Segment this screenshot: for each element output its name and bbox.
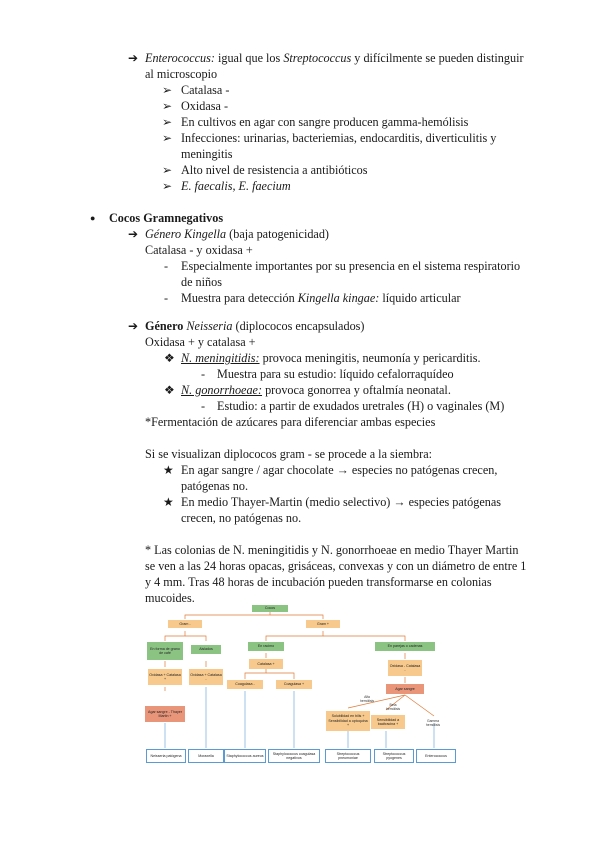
node-coagulase-neg: Coagulasa - xyxy=(227,680,263,689)
node-ox-pos-cat-pos: Oxidasa + Catalasa + xyxy=(148,669,182,685)
text: (baja patogenicidad) xyxy=(226,227,329,241)
node-gram-pos: Gram + xyxy=(306,620,340,628)
star-bullet: ★ xyxy=(163,463,174,477)
arrow-bullet: ➔ xyxy=(128,51,139,65)
leaf-enterococcus: Enterococcus xyxy=(416,749,456,763)
list-item: Oxidasa - xyxy=(181,99,229,113)
neisseria-name: Neisseria xyxy=(186,319,233,333)
star-item: En medio Thayer-Martin (medio selectivo) → especies patógenas xyxy=(181,495,502,509)
text: Muestra para detección xyxy=(181,291,298,305)
diamond-bullet: ❖ xyxy=(164,351,175,365)
list-item: E. faecalis, E. faecium xyxy=(181,179,291,193)
node-blood-agar: Agar sangre xyxy=(386,684,424,694)
text: igual que los xyxy=(214,51,284,65)
node-bacitracin: Sensibilidad a bacitracina + xyxy=(371,715,405,729)
neisseria-heading xyxy=(145,318,364,334)
arrowhead-bullet: ➢ xyxy=(162,131,173,145)
node-agar-thayer: Agar sangre - Thayer Martin + xyxy=(145,706,185,722)
list-item xyxy=(181,290,461,306)
kingella-kingae: Kingella kingae: xyxy=(297,291,380,305)
colonies-line: y 4 mm. Tras 48 horas de incubación pueden transformarse en colonias xyxy=(145,575,492,589)
list-item: Alto nivel de resistencia a antibióticos xyxy=(181,163,368,177)
list-item-cont: de niños xyxy=(181,275,222,289)
colonies-line: mucoides. xyxy=(145,591,195,605)
arrowhead-bullet: ➢ xyxy=(162,99,173,113)
species-item xyxy=(181,350,481,366)
leaf-s-aureus: Staphylococcus aureus xyxy=(224,749,266,763)
kingella-name: Género Kingella xyxy=(145,227,227,241)
diamond-bullet: ❖ xyxy=(164,383,175,397)
species-sub: Estudio: a partir de exudados uretrales (H) o vaginales (M) xyxy=(217,399,505,413)
star-item: En agar sangre / agar chocolate → especies no patógenas crecen, xyxy=(181,463,498,477)
arrowhead-bullet: ➢ xyxy=(162,163,173,177)
ferment-note: *Fermentación de azúcares para diferenciar ambas especies xyxy=(145,415,436,429)
list-item: Catalasa - xyxy=(181,83,230,97)
species-name: N. meningitidis: xyxy=(181,351,260,365)
text: y difícilmente se pueden distinguir xyxy=(351,51,524,65)
node-root: Cocos xyxy=(252,605,288,612)
enterococcus-name: Enterococcus: xyxy=(145,51,215,65)
node-clusters: En racimo xyxy=(248,642,284,651)
label-alpha: Alfa hemólisis xyxy=(360,695,375,703)
arrowhead-bullet: ➢ xyxy=(162,115,173,129)
enterococcus-line-2: al microscopio xyxy=(145,67,218,81)
leaf-neisseria: Neisseria patógena xyxy=(146,749,186,763)
star-item-cont: patógenas no. xyxy=(181,479,249,493)
species-sub: Muestra para su estudio: líquido cefalorraquídeo xyxy=(217,367,454,381)
diplo-note: Si se visualizan diplococos gram - se procede a la siembra: xyxy=(145,447,432,461)
species-item xyxy=(181,382,451,398)
list-item-cont: meningitis xyxy=(181,147,233,161)
node-ox-pos-cat-neg: Oxidasa + Catalasa - xyxy=(189,669,223,685)
dash-bullet: - xyxy=(201,399,206,413)
node-isolated: Aislados xyxy=(191,645,221,654)
genus-label: Género xyxy=(145,319,187,333)
text: (diplococos encapsulados) xyxy=(232,319,365,333)
node-ox-neg-cat-neg: Oxidasa - Catalasa - xyxy=(388,660,422,676)
arrowhead-bullet: ➢ xyxy=(162,179,173,193)
label-gamma: Gamma hemólisis xyxy=(425,719,441,727)
kingella-heading xyxy=(145,226,329,242)
node-coagulase-pos: Coagulasa + xyxy=(276,680,312,689)
star-bullet: ★ xyxy=(163,495,174,509)
label-beta: Beta hemólisis xyxy=(386,703,401,711)
enterococcus-line xyxy=(145,50,524,66)
kingella-tests: Catalasa - y oxidasa + xyxy=(145,243,253,257)
list-item: Infecciones: urinarias, bacteriemias, endocarditis, diverticulitis y xyxy=(181,131,497,145)
species-name: N. gonorrhoeae: xyxy=(181,383,263,397)
list-item: En cultivos en agar con sangre producen gamma-hemólisis xyxy=(181,115,469,129)
text: provoca meningitis, neumonía y pericarditis. xyxy=(259,351,481,365)
arrow-bullet: ➔ xyxy=(128,319,139,333)
cocci-flowchart xyxy=(118,603,470,769)
dash-bullet: - xyxy=(164,291,169,305)
list-item: Especialmente importantes por su presencia en el sistema respiratorio xyxy=(181,259,521,273)
neisseria-tests: Oxidasa + y catalasa + xyxy=(145,335,256,349)
arrowhead-bullet: ➢ xyxy=(162,83,173,97)
arrow-bullet: ➔ xyxy=(128,227,139,241)
node-bile-optochin: Solubilidad en bilis + Sensibilidad a optoquina + xyxy=(326,711,370,731)
node-pairs-chains: En parejas o cadenas xyxy=(375,642,435,651)
node-coffee-bean: En forma de grano de café xyxy=(147,642,183,660)
section-title: Cocos Gramnegativos xyxy=(109,211,224,225)
node-catalase-pos: Catalasa + xyxy=(249,659,283,669)
leaf-s-coagulase-neg: Staphylococcus coagulasa negativos xyxy=(268,749,320,763)
text: líquido articular xyxy=(379,291,461,305)
dash-bullet: - xyxy=(164,259,169,273)
colonies-line: se ven a las 24 horas opacas, grisáceas, convexas y con un diámetro de entre 1 xyxy=(145,559,527,573)
node-gram-neg: Gram - xyxy=(168,620,202,628)
leaf-s-pneumoniae: Streptococcus pneumoniae xyxy=(325,749,371,763)
colonies-line: * Las colonias de N. meningitidis y N. gonorrhoeae en medio Thayer Martin xyxy=(145,543,519,557)
leaf-s-pyogenes: Streptococcus pyogenes xyxy=(374,749,414,763)
dash-bullet: - xyxy=(201,367,206,381)
dot-bullet: ● xyxy=(90,213,96,223)
star-item-cont: crecen, no patógenas no. xyxy=(181,511,302,525)
leaf-moraxella: Moraxella xyxy=(188,749,224,763)
text: provoca gonorrea y oftalmía neonatal. xyxy=(262,383,451,397)
streptococcus-name: Streptococcus xyxy=(283,51,352,65)
